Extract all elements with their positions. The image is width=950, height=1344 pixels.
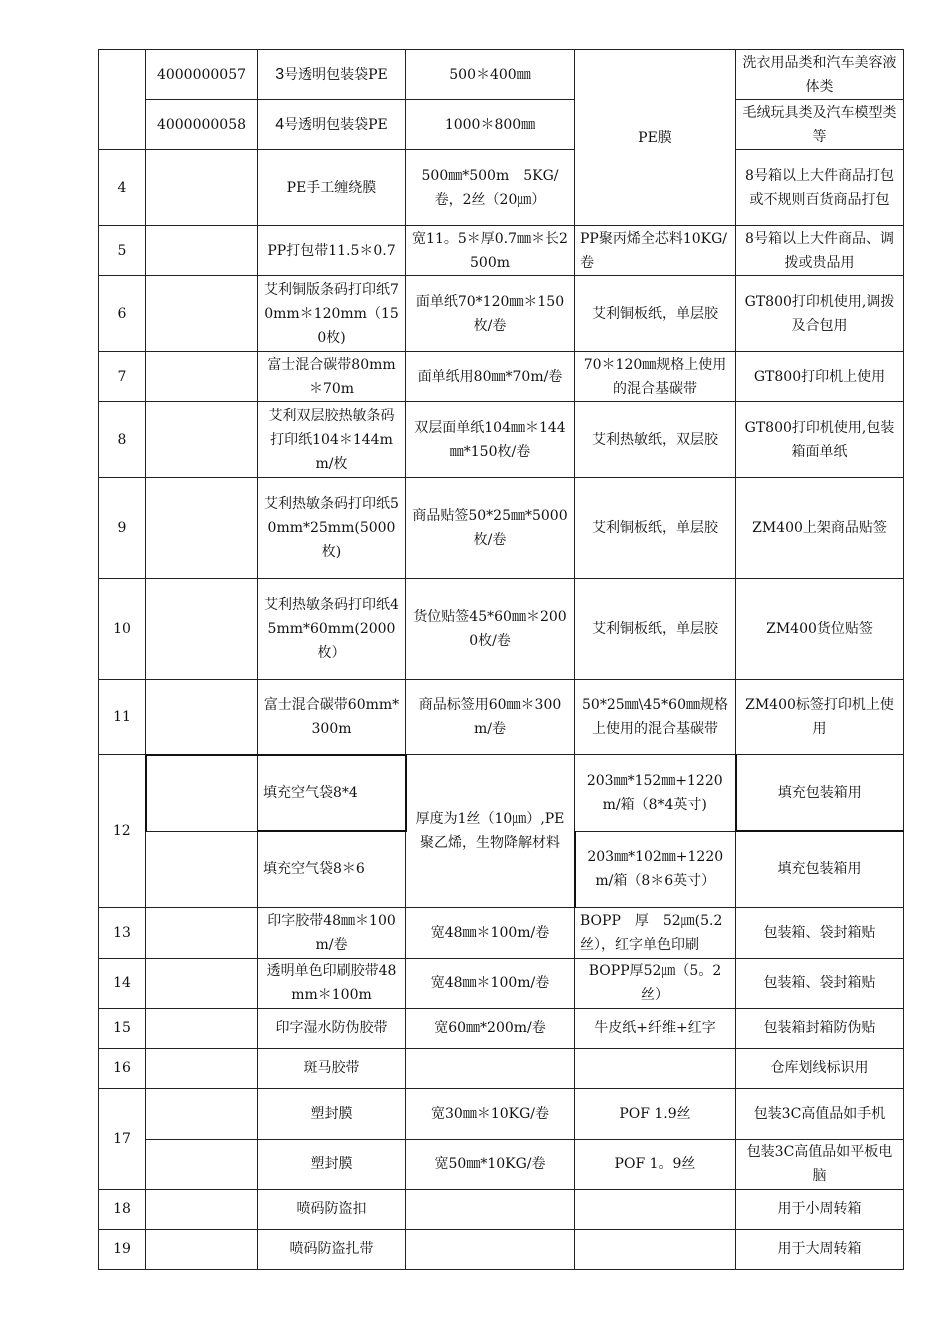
item-name-cell: 喷码防盗扣 (258, 1189, 406, 1229)
item-spec-cell: 商品标签用60㎜＊300m/卷 (406, 680, 575, 755)
row-number-cell: 19 (99, 1229, 146, 1269)
item-usage-cell: 包装箱、袋封箱贴 (736, 907, 904, 958)
table-row (99, 1189, 904, 1229)
item-name-cell: PP打包带11.5＊0.7 (258, 226, 406, 276)
item-spec-cell (406, 1189, 575, 1229)
table-row (99, 907, 904, 958)
item-name-cell: 填充空气袋8*4 (258, 755, 406, 831)
item-spec-cell: 货位贴签45*60㎜＊2000枚/卷 (406, 579, 575, 680)
item-spec-cell (406, 1229, 575, 1269)
item-code-cell (146, 1088, 258, 1139)
item-material-cell: PE膜 (575, 50, 736, 226)
item-usage-cell: ZM400上架商品贴签 (736, 478, 904, 579)
item-usage-cell: 填充包装箱用 (736, 755, 904, 831)
item-code-cell (146, 352, 258, 402)
item-name-cell: 填充空气袋8＊6 (258, 831, 406, 907)
item-name-cell (258, 50, 406, 100)
item-code-cell (146, 402, 258, 478)
item-usage-cell: 填充包装箱用 (736, 831, 904, 907)
item-usage-cell: 用于小周转箱 (736, 1189, 904, 1229)
item-name-cell: 塑封膜 (258, 1139, 406, 1189)
item-code-cell (146, 831, 258, 907)
row-number-cell: 6 (99, 276, 146, 352)
item-spec-cell: 面单纸用80㎜*70m/卷 (406, 352, 575, 402)
item-name-cell: 斑马胶带 (258, 1048, 406, 1088)
item-name-cell: 塑封膜 (258, 1088, 406, 1139)
item-usage-cell: 包装3C高值品如平板电脑 (736, 1139, 904, 1189)
row-number-cell: 11 (99, 680, 146, 755)
item-code-cell (146, 276, 258, 352)
row-number-cell: 5 (99, 226, 146, 276)
item-usage-cell: 毛绒玩具类及汽车模型类等 (736, 100, 904, 150)
item-usage-cell: 包装箱、袋封箱贴 (736, 958, 904, 1008)
item-material-cell: 艾利铜板纸，单层胶 (575, 276, 736, 352)
item-spec-cell (406, 1048, 575, 1088)
row-number-cell: 15 (99, 1008, 146, 1048)
item-material-cell: 牛皮纸+纤维+红字 (575, 1008, 736, 1048)
item-name-cell: 富士混合碳带80mm＊70m (258, 352, 406, 402)
item-spec-cell: 宽11。5＊厚0.7㎜＊长2500m (406, 226, 575, 276)
item-code-cell (146, 478, 258, 579)
row-number-cell: 4 (99, 150, 146, 226)
table-row (99, 1088, 904, 1139)
item-material-cell (575, 1189, 736, 1229)
item-material-cell: POF 1.9丝 (575, 1088, 736, 1139)
item-material-cell: 70＊120㎜规格上使用的混合基碳带 (575, 352, 736, 402)
table-row (99, 680, 904, 755)
table-row (99, 755, 904, 831)
item-material-cell (575, 1229, 736, 1269)
row-number-cell (99, 50, 146, 150)
item-spec-cell: 商品贴签50*25㎜*5000枚/卷 (406, 478, 575, 579)
item-usage-cell: GT800打印机使用,包装箱面单纸 (736, 402, 904, 478)
item-code-cell: 4000000057 (146, 50, 258, 100)
item-usage-cell: 8号箱以上大件商品打包或不规则百货商品打包 (736, 150, 904, 226)
item-spec-cell: 500㎜*500m 5KG/卷，2丝（20㎛） (406, 150, 575, 226)
table-row (99, 478, 904, 579)
item-material-cell (575, 1048, 736, 1088)
item-code-cell (146, 1139, 258, 1189)
table-row (99, 402, 904, 478)
item-usage-cell: 仓库划线标识用 (736, 1048, 904, 1088)
materials-spec-table (98, 49, 904, 1270)
item-code-cell (146, 907, 258, 958)
row-number-cell: 12 (99, 755, 146, 907)
item-spec-cell: 宽60㎜*200m/卷 (406, 1008, 575, 1048)
item-code-cell (146, 226, 258, 276)
item-spec-cell: 厚度为1丝（10㎛）,PE聚乙烯，生物降解材料 (406, 755, 575, 907)
item-name-cell: 印字胶带48㎜＊100m/卷 (258, 907, 406, 958)
row-number-cell: 14 (99, 958, 146, 1008)
item-material-cell: 50*25㎜\45*60㎜规格上使用的混合基碳带 (575, 680, 736, 755)
item-name-number: 4 (275, 115, 285, 133)
item-spec-cell: 宽48㎜＊100m/卷 (406, 958, 575, 1008)
item-code-cell: 4000000058 (146, 100, 258, 150)
row-number-cell: 7 (99, 352, 146, 402)
item-name-cell: PE手工缠绕膜 (258, 150, 406, 226)
item-code-cell (146, 1189, 258, 1229)
row-number-cell: 18 (99, 1189, 146, 1229)
item-code-cell (146, 680, 258, 755)
row-number-cell: 16 (99, 1048, 146, 1088)
item-usage-cell: ZM400标签打印机上使用 (736, 680, 904, 755)
table-row (99, 150, 904, 226)
item-material-cell: BOPP厚52㎛（5。2丝） (575, 958, 736, 1008)
item-name-cell: 喷码防盗扎带 (258, 1229, 406, 1269)
item-usage-cell: 8号箱以上大件商品、调拨或贵品用 (736, 226, 904, 276)
row-number-cell: 9 (99, 478, 146, 579)
item-material-cell: 艾利铜板纸，单层胶 (575, 478, 736, 579)
item-material-cell: 203㎜*102㎜+1220m/箱（8＊6英寸） (575, 831, 736, 907)
item-code-cell (146, 150, 258, 226)
item-usage-cell: GT800打印机上使用 (736, 352, 904, 402)
table-row (99, 958, 904, 1008)
item-name-cell: 艾利热敏条码打印纸50mm*25mm(5000枚) (258, 478, 406, 579)
row-number-cell: 17 (99, 1088, 146, 1189)
table-row (99, 1229, 904, 1269)
row-number-cell: 13 (99, 907, 146, 958)
item-code-cell (146, 1008, 258, 1048)
item-usage-cell: 用于大周转箱 (736, 1229, 904, 1269)
item-spec-cell: 宽50㎜*10KG/卷 (406, 1139, 575, 1189)
table-row (99, 1048, 904, 1088)
item-usage-cell: 包装3C高值品如手机 (736, 1088, 904, 1139)
item-code-cell (146, 1229, 258, 1269)
table-row (99, 579, 904, 680)
item-material-cell: BOPP 厚 52㎛(5.2丝），红字单色印刷 (575, 907, 736, 958)
row-number-cell: 10 (99, 579, 146, 680)
item-name-text: 号透明包装袋PE (284, 116, 388, 133)
item-usage-cell: ZM400货位贴签 (736, 579, 904, 680)
item-spec-cell: 1000＊800㎜ (406, 100, 575, 150)
item-name-cell: 富士混合碳带60mm*300m (258, 680, 406, 755)
item-material-cell: POF 1。9丝 (575, 1139, 736, 1189)
item-material-cell: 203㎜*152㎜+1220m/箱（8*4英寸) (575, 755, 736, 831)
item-usage-cell: 包装箱封箱防伪贴 (736, 1008, 904, 1048)
item-spec-cell: 500＊400㎜ (406, 50, 575, 100)
item-spec-cell: 双层面单纸104㎜＊144㎜*150枚/卷 (406, 402, 575, 478)
item-material-cell: 艾利铜板纸，单层胶 (575, 579, 736, 680)
table-row (99, 226, 904, 276)
item-code-cell (146, 579, 258, 680)
item-name-cell: 透明单色印刷胶带48mm＊100m (258, 958, 406, 1008)
item-name-text: 号透明包装袋PE (284, 66, 388, 83)
table-row (99, 352, 904, 402)
table-row (99, 1008, 904, 1048)
item-name-cell: 艾利热敏条码打印纸45mm*60mm(2000枚） (258, 579, 406, 680)
item-material-cell: PP聚丙烯全芯料10KG/卷 (575, 226, 736, 276)
table-row (99, 100, 904, 150)
item-code-cell (146, 958, 258, 1008)
item-code-cell (146, 755, 258, 831)
item-spec-cell: 面单纸70*120㎜＊150枚/卷 (406, 276, 575, 352)
item-name-cell: 印字湿水防伪胶带 (258, 1008, 406, 1048)
item-code-cell (146, 1048, 258, 1088)
table-row (99, 276, 904, 352)
item-name-cell (258, 100, 406, 150)
item-name-number: 3 (275, 65, 285, 83)
row-number-cell: 8 (99, 402, 146, 478)
item-name-cell: 艾利铜版条码打印纸70mm＊120mm（150枚) (258, 276, 406, 352)
item-material-cell: 艾利热敏纸，双层胶 (575, 402, 736, 478)
item-usage-cell: 洗衣用品类和汽车美容液体类 (736, 50, 904, 100)
item-name-cell: 艾利双层胶热敏条码打印纸104＊144mm/枚 (258, 402, 406, 478)
item-usage-cell: GT800打印机使用,调拨及合包用 (736, 276, 904, 352)
table-row (99, 50, 904, 100)
table-row (99, 1139, 904, 1189)
item-spec-cell: 宽30㎜＊10KG/卷 (406, 1088, 575, 1139)
item-spec-cell: 宽48㎜＊100m/卷 (406, 907, 575, 958)
